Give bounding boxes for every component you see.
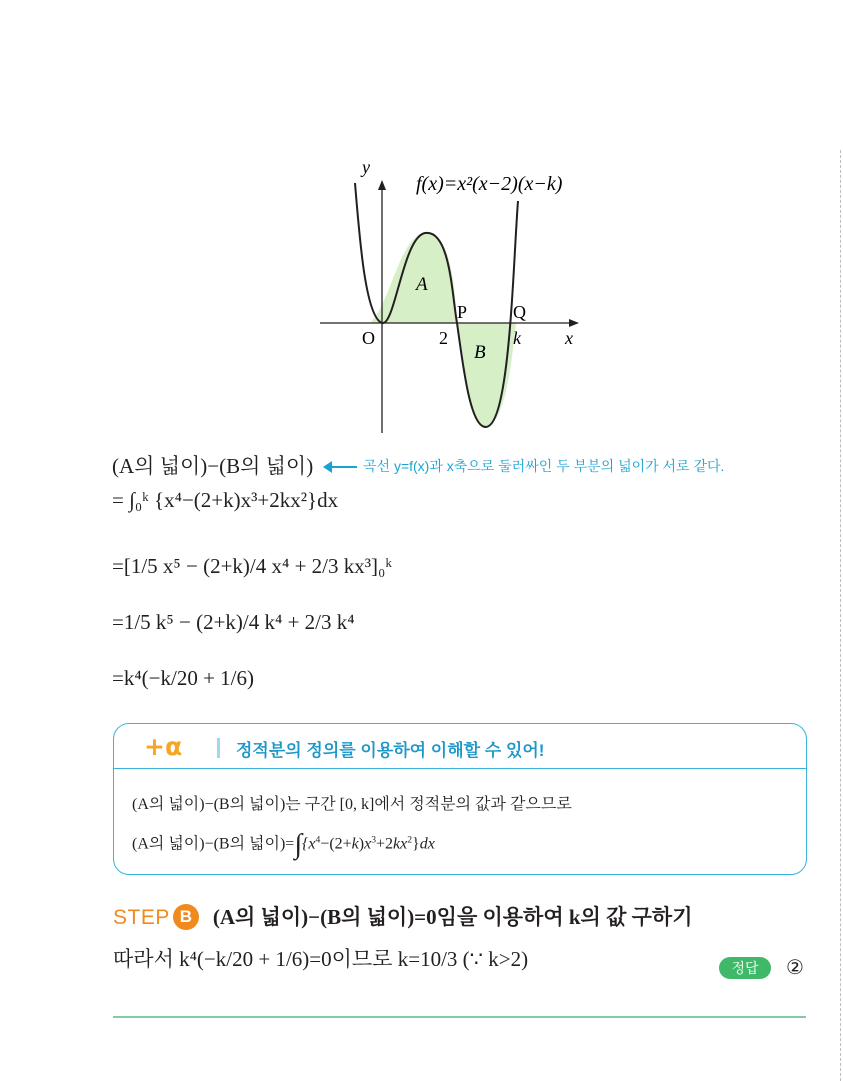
tip-line-1: (A의 넓이)−(B의 넓이)는 구간 [0, k]에서 정적분의 값과 같으므로 (132, 796, 572, 813)
step-text: (A의 넓이)−(B의 넓이)=0임을 이용하여 k의 값 구하기 (212, 905, 693, 929)
area-difference-lhs: (A의 넓이)−(B의 넓이) (112, 454, 314, 478)
derivation-line-2 (112, 490, 338, 511)
region-a-fill (370, 233, 457, 323)
step-b-heading (113, 901, 692, 931)
derivation-line-2-text: = ∫₀ᵏ {x⁴−(2+k)x³+2kx²}dx (112, 488, 339, 512)
tip-line-2-prefix: (A의 넓이)−(B의 넓이)= (132, 835, 295, 853)
bottom-divider (113, 1016, 806, 1018)
derivation-line-4 (112, 612, 355, 633)
tip-divider (217, 738, 220, 758)
derivation-line-1 (112, 456, 313, 477)
margin-guide-line (840, 150, 841, 1081)
plus-alpha-icon: +α (144, 732, 183, 761)
function-graph (300, 145, 600, 440)
tick-two-label: 2 (439, 328, 448, 348)
origin-label: O (362, 328, 375, 348)
point-p-label: P (457, 302, 468, 322)
side-note (325, 456, 724, 476)
answer-value: ② (786, 957, 804, 979)
tip-box (113, 723, 807, 875)
integral-sign: ∫ (294, 829, 302, 860)
x-axis-arrow (569, 319, 579, 327)
step-badge: B (173, 904, 199, 930)
x-axis-label: x (565, 328, 573, 348)
final-text: 따라서 k⁴(−k/20 + 1/6)=0이므로 k=10/3 (∵ k>2) (113, 947, 529, 971)
derivation-line-4-text: =1/5 k⁵ − (2+k)/4 k⁴ + 2/3 k⁴ (112, 610, 355, 634)
final-line (113, 943, 528, 973)
y-axis-arrow (378, 180, 386, 190)
derivation-line-5 (112, 668, 254, 689)
step-label: STEP (113, 906, 170, 929)
region-b-label: B (474, 342, 486, 363)
derivation-line-3 (112, 556, 392, 577)
tip-header (113, 723, 807, 768)
y-axis-label: y (362, 157, 370, 177)
side-note-text: 곡선 y=f(x)과 x축으로 둘러싸인 두 부분의 넓이가 서로 같다. (363, 458, 725, 474)
answer-badge: 정답 (719, 957, 771, 979)
function-label: f(x)=x²(x−2)(x−k) (416, 173, 563, 195)
derivation-line-3-text: =[1/5 x⁵ − (2+k)/4 x⁴ + 2/3 kx³]₀ᵏ (112, 554, 392, 578)
region-a-label: A (416, 274, 428, 295)
point-q-label: Q (513, 302, 526, 322)
derivation-line-5-text: =k⁴(−k/20 + 1/6) (112, 666, 255, 690)
tip-body (113, 768, 807, 875)
tip-title: 정적분의 정의를 이용하여 이해할 수 있어! (236, 741, 545, 760)
tick-k-label: k (513, 328, 521, 348)
tip-line-2: (A의 넓이)−(B의 넓이)$=\int\{x^4-(2+k)x^3+2kx^2\}dx$ (132, 829, 435, 860)
note-arrow-icon (325, 466, 357, 468)
region-b-fill (457, 323, 516, 427)
